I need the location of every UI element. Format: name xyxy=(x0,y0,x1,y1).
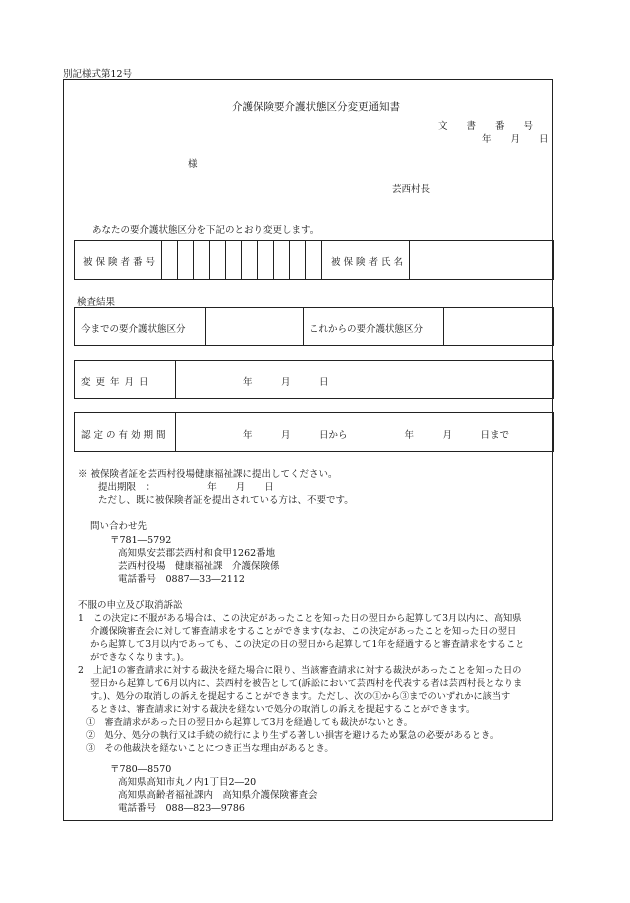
cell-divider xyxy=(443,308,444,345)
digit-cell-8[interactable] xyxy=(289,241,290,279)
intro-text: あなたの要介護状態区分を下記のとおり変更します。 xyxy=(92,225,320,236)
insured-row xyxy=(74,240,554,280)
notice-line-1: ※ 被保険者証を芸西村役場健康福祉課に提出してください。 xyxy=(78,469,338,480)
issuer: 芸西村長 xyxy=(392,184,431,195)
change-date-value: 年 月 日 xyxy=(243,377,329,388)
digit-cell-3[interactable] xyxy=(209,241,210,279)
cell-divider xyxy=(175,361,176,398)
form-code: 別記様式第12号 xyxy=(63,69,133,80)
council-office: 高知県高齢者福祉課内 高知県介護保険審査会 xyxy=(118,790,318,801)
council-phone: 電話番号 088―823―9786 xyxy=(118,803,245,814)
appeal-line: ができなくなります。)。 xyxy=(78,652,190,663)
validity-value: 年 月 日から 年 月 日まで xyxy=(243,430,510,441)
cell-divider xyxy=(303,308,304,345)
contact-address: 高知県安芸郡芸西村和食甲1262番地 xyxy=(118,548,276,559)
appeal-line: 1 この決定に不服がある場合は、この決定があったことを知った日の翌日から起算して3月以内に、高知県 xyxy=(78,613,522,624)
appeal-line: 介護保険審査会に対して審査請求をすることができます(なお、この決定があったことを知った日の翌日 xyxy=(78,626,517,637)
insured-number-label: 被保険者番号 xyxy=(83,257,159,268)
addressee-suffix: 様 xyxy=(188,159,198,170)
validity-row xyxy=(74,412,554,452)
digit-cell-4[interactable] xyxy=(225,241,226,279)
appeal-line: 翌日から起算して6月以内に、芸西村を被告として(訴訟において芸西村を代表する者は芸西村長となりま xyxy=(78,678,523,689)
cell-divider xyxy=(161,241,162,279)
doc-number-label: 文 書 番 号 xyxy=(438,121,534,132)
contact-postal: 〒781―5792 xyxy=(110,535,172,546)
form-title: 介護保険要介護状態区分変更通知書 xyxy=(232,101,400,113)
status-row xyxy=(74,307,554,346)
cell-divider xyxy=(205,308,206,345)
appeal-line: す。)、処分の取消しの訴えを提起することができます。ただし、次の①から③までのいずれかに該当す xyxy=(78,691,511,702)
digit-cell-10[interactable] xyxy=(321,241,322,279)
change-date-label: 変更年月日 xyxy=(81,377,154,388)
contact-phone: 電話番号 0887―33―2112 xyxy=(118,574,245,585)
appeal-line: から起算して3月以内であっても、この決定の日の翌日から起算して1年を経過すると審査請求をすること xyxy=(78,639,525,650)
cell-divider xyxy=(409,241,410,279)
contact-office: 芸西村役場 健康福祉課 介護保険係 xyxy=(118,561,280,572)
date-label: 年 月 日 xyxy=(482,134,549,145)
cell-divider xyxy=(175,413,176,451)
exam-result-label: 検査結果 xyxy=(77,297,116,308)
contact-heading: 問い合わせ先 xyxy=(90,521,148,532)
council-address: 高知県高知市丸ノ内1丁目2―20 xyxy=(118,777,257,788)
appeal-sub-item: ③ その他裁決を経ないことにつき正当な理由があるとき。 xyxy=(86,743,334,754)
digit-cell-5[interactable] xyxy=(241,241,242,279)
digit-cell-7[interactable] xyxy=(273,241,274,279)
digit-cell-2[interactable] xyxy=(193,241,194,279)
prev-status-label: 今までの要介護状態区分 xyxy=(81,324,186,335)
appeal-line: るときは、審査請求に対する裁決を経ないで処分の取消しの訴えを提起することができます。 xyxy=(78,704,476,715)
council-postal: 〒780―8570 xyxy=(110,764,172,775)
digit-cell-1[interactable] xyxy=(177,241,178,279)
change-date-row xyxy=(74,360,554,399)
appeal-sub-item: ① 審査請求があった日の翌日から起算して3月を経過しても裁決がないとき。 xyxy=(86,717,413,728)
notice-line-3: ただし、既に被保険者証を提出されている方は、不要です。 xyxy=(98,495,354,506)
digit-cell-6[interactable] xyxy=(257,241,258,279)
new-status-label: これからの要介護状態区分 xyxy=(309,324,424,335)
validity-label: 認定の有効期間 xyxy=(81,430,169,441)
appeal-line: 2 上記1の審査請求に対する裁決を経た場合に限り、当該審査請求に対する裁決があったことを知った日の xyxy=(78,665,522,676)
appeal-sub-item: ② 処分、処分の執行又は手続の続行により生ずる著しい損害を避けるため緊急の必要があるとき。 xyxy=(86,730,500,741)
notice-line-2: 提出期限 ： 年 月 日 xyxy=(98,482,274,493)
insured-name-label: 被保険者氏名 xyxy=(331,257,407,268)
appeal-heading: 不服の申立及び取消訴訟 xyxy=(78,600,183,611)
digit-cell-9[interactable] xyxy=(305,241,306,279)
